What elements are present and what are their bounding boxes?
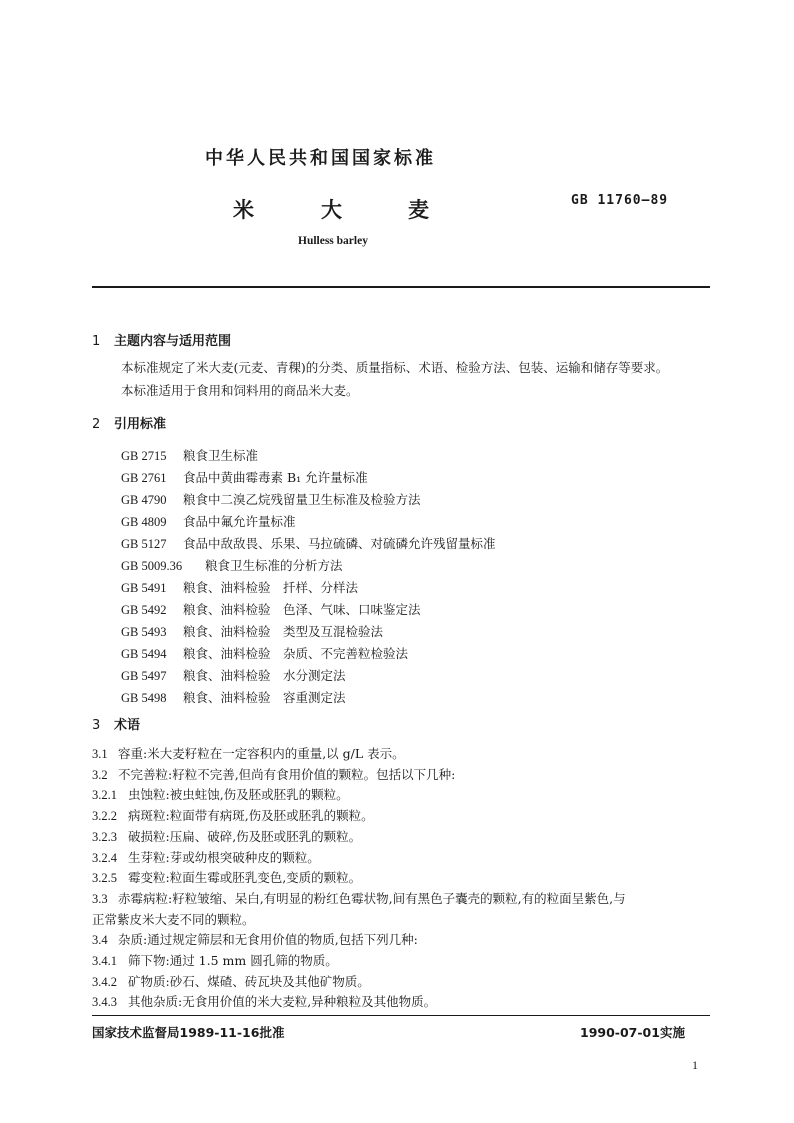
reference-name: 食品中氟允许量标准 — [183, 514, 296, 529]
term-number: 3.1 — [92, 747, 108, 761]
reference-item — [121, 489, 421, 508]
reference-name: 粮食、油料检验 扦样、分样法 — [183, 580, 359, 595]
section-1-title: 主题内容与适用范围 — [114, 334, 232, 349]
section-3-title: 术语 — [114, 718, 141, 733]
term-text: 生芽粒:芽或幼根突破种皮的颗粒。 — [128, 849, 320, 865]
reference-code: GB 5492 — [121, 603, 167, 617]
page-number: 1 — [692, 1058, 698, 1072]
reference-code: GB 2761 — [121, 471, 167, 485]
standard-code: GB 11760—89 — [571, 193, 669, 208]
term-number: 3.4.1 — [92, 954, 117, 968]
term-item — [92, 992, 436, 1010]
effective-date: 1990-07-01实施 — [580, 1025, 685, 1040]
section-1-number: 1 — [92, 334, 101, 349]
approval-line: 国家技术监督局1989-11-16批准 — [92, 1025, 285, 1040]
term-number: 3.2.2 — [92, 809, 117, 824]
term-item — [92, 930, 418, 948]
term-item — [92, 785, 349, 803]
reference-item — [121, 533, 496, 552]
reference-code: GB 5493 — [121, 625, 167, 639]
section-3-number: 3 — [92, 718, 101, 733]
section-1-paragraph: 本标准适用于食用和饲料用的商品米大麦。 — [121, 383, 359, 398]
reference-code: GB 5127 — [121, 537, 167, 551]
section-1-paragraph: 本标准规定了米大麦(元麦、青稞)的分类、质量指标、术语、检验方法、包装、运输和储存等要求。 — [121, 360, 669, 375]
term-number: 3.4.3 — [92, 995, 117, 1010]
reference-item — [121, 577, 358, 596]
reference-name: 粮食、油料检验 杂质、不完善粒检验法 — [183, 646, 409, 661]
term-item — [92, 744, 405, 762]
term-item — [92, 972, 370, 990]
reference-name: 粮食、油料检验 水分测定法 — [183, 668, 346, 683]
reference-item — [121, 511, 296, 530]
term-item — [92, 765, 455, 783]
term-number: 3.3 — [92, 891, 108, 906]
term-item — [92, 848, 320, 866]
reference-code: GB 5491 — [121, 581, 167, 595]
reference-code: GB 5009.36 — [121, 559, 183, 573]
term-text: 筛下物:通过 1.5 mm 圆孔筛的物质。 — [128, 953, 338, 968]
term-text: 杂质:通过规定筛层和无食用价值的物质,包括下列几种: — [118, 932, 418, 948]
term-number: 3.2.4 — [92, 850, 117, 865]
footer-divider — [92, 1015, 710, 1016]
reference-name: 粮食、油料检验 类型及互混检验法 — [183, 624, 384, 639]
header-divider — [92, 286, 710, 288]
term-number: 3.4.2 — [92, 974, 117, 989]
term-text: 赤霉病粒:籽粒皱缩、呆白,有明显的粉红色霉状物,间有黑色子囊壳的颗粒,有的粒面呈紫色,与 — [118, 890, 626, 906]
section-3-heading — [92, 714, 140, 733]
term-item — [92, 951, 338, 969]
reference-name: 粮食、油料检验 色泽、气味、口味鉴定法 — [183, 602, 421, 617]
reference-code: GB 5497 — [121, 669, 167, 683]
term-item — [92, 806, 374, 824]
section-2-heading — [92, 413, 166, 432]
term-number: 3.2 — [92, 767, 108, 782]
reference-code: GB 4790 — [121, 493, 167, 507]
term-item — [92, 827, 361, 845]
reference-code: GB 5498 — [121, 691, 167, 705]
term-item-continuation — [92, 910, 255, 928]
term-item — [92, 868, 361, 886]
term-text: 不完善粒:籽粒不完善,但尚有食用价值的颗粒。包括以下几种: — [118, 766, 456, 782]
title-char-1: 米 — [233, 198, 254, 222]
term-text: 病斑粒:粒面带有病斑,伤及胚或胚乳的颗粒。 — [128, 808, 374, 824]
reference-code: GB 4809 — [121, 515, 167, 529]
reference-name: 粮食卫生标准 — [183, 448, 259, 463]
national-standard-heading: 中华人民共和国国家标准 — [205, 148, 436, 169]
term-text: 其他杂质:无食用价值的米大麦粒,异种粮粒及其他物质。 — [128, 994, 437, 1010]
section-2-number: 2 — [92, 417, 101, 432]
reference-name: 粮食中二溴乙烷残留量卫生标准及检验方法 — [183, 492, 421, 507]
term-item — [92, 889, 626, 907]
english-title: Hulless barley — [298, 235, 368, 247]
term-text: 容重:米大麦籽粒在一定容积内的重量,以 g/L 表示。 — [118, 746, 405, 761]
title-char-2: 大 — [321, 198, 342, 222]
reference-name: 粮食、油料检验 容重测定法 — [183, 690, 346, 705]
reference-item — [121, 621, 383, 640]
reference-item — [121, 665, 346, 684]
term-number: 3.4 — [92, 933, 108, 948]
reference-name: 食品中黄曲霉毒素 B₁ 允许量标准 — [183, 470, 368, 485]
reference-name: 粮食卫生标准的分析方法 — [205, 558, 343, 573]
term-number: 3.2.5 — [92, 871, 117, 886]
reference-item — [121, 467, 368, 486]
term-text: 矿物质:砂石、煤碴、砖瓦块及其他矿物质。 — [128, 973, 370, 989]
term-number: 3.2.3 — [92, 829, 117, 844]
reference-name: 食品中敌敌畏、乐果、马拉硫磷、对硫磷允许残留量标准 — [183, 536, 496, 551]
reference-item — [121, 687, 346, 706]
term-text: 破损粒:压扁、破碎,伤及胚或胚乳的颗粒。 — [128, 828, 362, 844]
section-2-title: 引用标准 — [114, 417, 167, 432]
reference-item — [121, 599, 421, 618]
term-text: 虫蚀粒:被虫蛀蚀,伤及胚或胚乳的颗粒。 — [128, 787, 349, 803]
reference-item — [121, 445, 258, 464]
reference-code: GB 5494 — [121, 647, 167, 661]
reference-code: GB 2715 — [121, 449, 167, 463]
term-text: 正常紫皮米大麦不同的颗粒。 — [92, 911, 255, 927]
reference-item — [121, 555, 343, 574]
term-number: 3.2.1 — [92, 788, 117, 803]
section-1-heading — [92, 330, 231, 349]
title-char-3: 麦 — [408, 198, 429, 222]
reference-item — [121, 643, 408, 662]
term-text: 霉变粒:粒面生霉或胚乳变色,变质的颗粒。 — [128, 870, 362, 886]
